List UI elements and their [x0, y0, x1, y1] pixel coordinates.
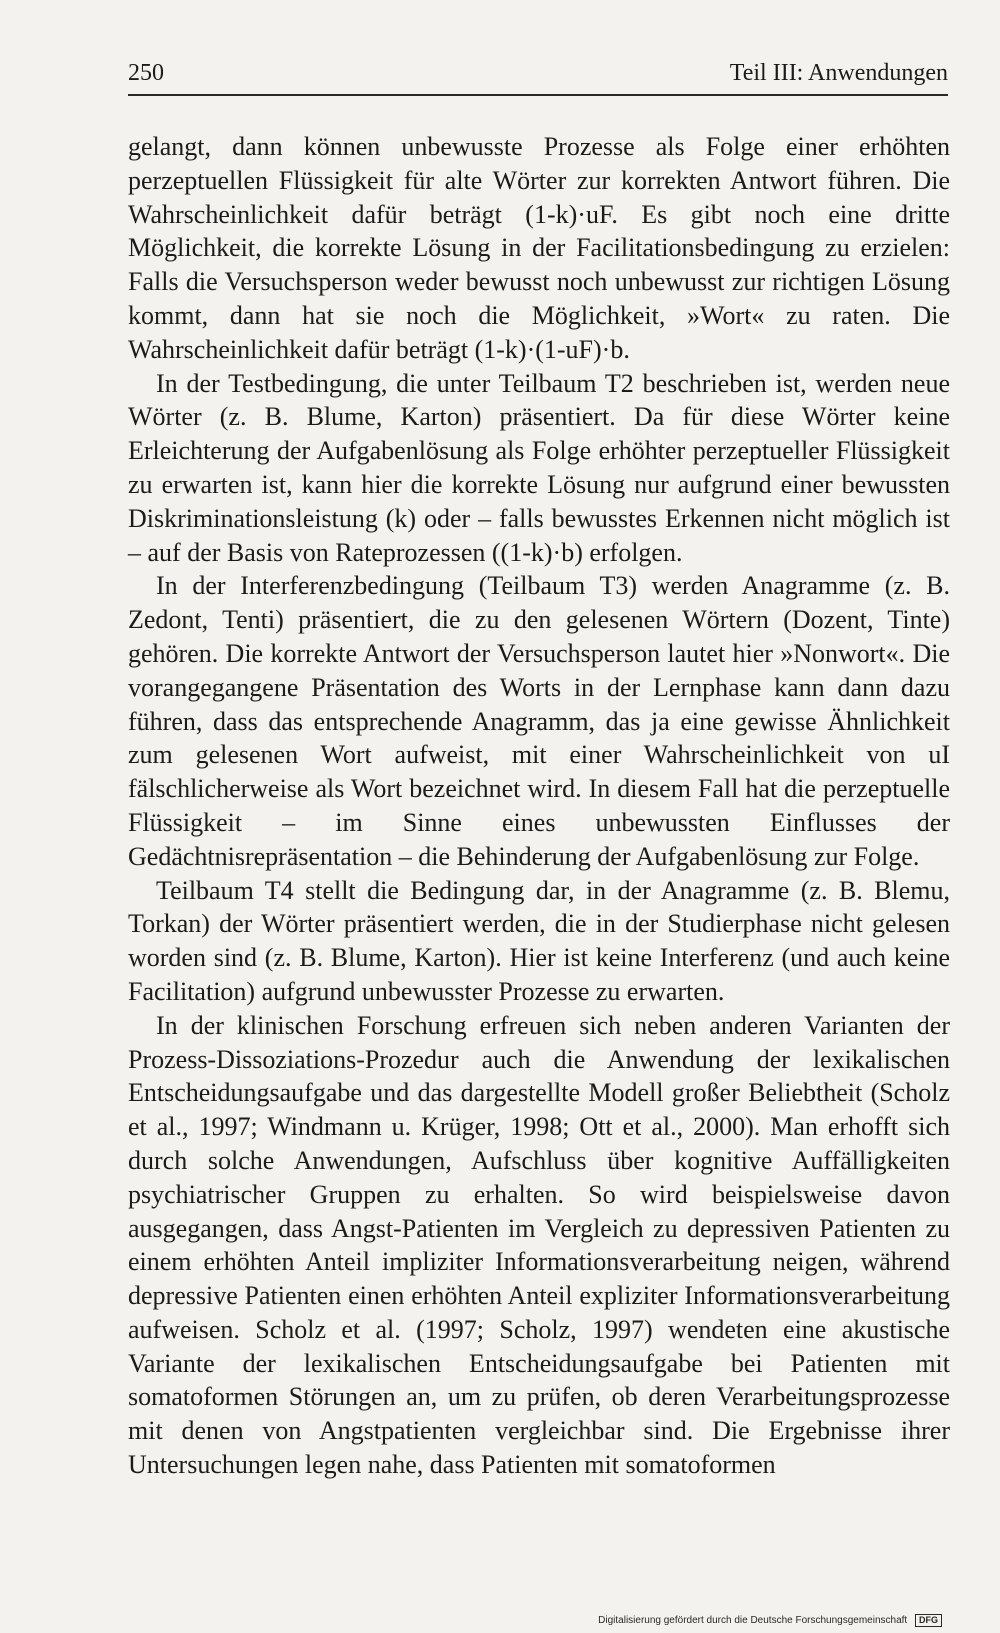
- running-header: [128, 60, 948, 92]
- body-text: [128, 130, 950, 1482]
- header-rule: [128, 94, 948, 96]
- paragraph: In der Testbedingung, die unter Teilbaum T2 beschrieben ist, werden neue Wörter (z. B. Blume, Karton) präsentiert. Da für diese Wörter keine Erleichterung der Aufgabenlösung als Folge erhöhter perzeptueller Flüssigkeit zu erwarten ist, kann hier die korrekte Lösung nur aufgrund einer bewussten Diskriminationsleistung (k) oder – falls bewusstes Erkennen nicht möglich ist – auf der Basis von Rateprozessen ((1-k)·b) erfolgen.: [128, 368, 950, 567]
- digitization-footer: [598, 1614, 942, 1627]
- chapter-title: Teil III: Anwendungen: [729, 60, 948, 86]
- paragraph: In der Interferenzbedingung (Teilbaum T3) werden Anagramme (z. B. Zedont, Tenti) präsentiert, die zu den gelesenen Wörtern (Dozent, Tinte) gehören. Die korrekte Antwort der Versuchsperson lautet hier »Nonwort«. Die vorangegangene Präsentation des Worts in der Lernphase kann dann dazu führen, dass das entsprechende Anagramm, das ja eine gewisse Ähnlichkeit zum gelesenen Wort aufweist, mit einer Wahrscheinlichkeit von uI fälschlicherweise als Wort bezeichnet wird. In diesem Fall hat die perzeptuelle Flüssigkeit – im Sinne eines unbewussten Einflusses der Gedächtnisrepräsentation – die Behinderung der Aufgabenlösung zur Folge.: [128, 571, 950, 871]
- page-number: 250: [128, 60, 164, 86]
- paragraph: gelangt, dann können unbewusste Prozesse als Folge einer erhöhten perzeptuellen Flüssigkeit für alte Wörter zur korrekten Antwort führen. Die Wahrscheinlichkeit dafür beträgt (1-k)·uF. Es gibt noch eine dritte Möglichkeit, die korrekte Lösung in der Facilitationsbedingung zu erzielen: Falls die Versuchsperson weder bewusst noch unbewusst zur richtigen Lösung kommt, dann hat sie noch die Möglichkeit, »Wort« zu raten. Die Wahrscheinlichkeit dafür beträgt (1-k)·(1-uF)·b.: [128, 132, 950, 364]
- paragraph: Teilbaum T4 stellt die Bedingung dar, in der Anagramme (z. B. Blemu, Torkan) der Wörter präsentiert werden, die in der Studierphase nicht gelesen worden sind (z. B. Blume, Karton). Hier ist keine Interferenz (und auch keine Facilitation) aufgrund unbewusster Prozesse zu erwarten.: [128, 875, 950, 1006]
- dfg-logo: DFG: [915, 1614, 942, 1627]
- footer-note-text: Digitalisierung gefördert durch die Deutsche Forschungsgemeinschaft: [598, 1615, 908, 1627]
- paragraph: In der klinischen Forschung erfreuen sich neben anderen Varianten der Prozess-Dissoziations-Prozedur auch die Anwendung der lexikalischen Entscheidungsaufgabe und das dargestellte Modell großer Beliebtheit (Scholz et al., 1997; Windmann u. Krüger, 1998; Ott et al., 2000). Man erhofft sich durch solche Anwendungen, Aufschluss über kognitive Auffälligkeiten psychiatrischer Gruppen zu erhalten. So wird beispielsweise davon ausgegangen, dass Angst-Patienten im Vergleich zu depressiven Patienten zu einem erhöhten Anteil impliziter Informationsverarbeitung neigen, während depressive Patienten einen erhöhten Anteil expliziter Informationsverarbeitung aufweisen. Scholz et al. (1997; Scholz, 1997) wendeten eine akustische Variante der lexikalischen Entscheidungsaufgabe bei Patienten mit somatoformen Störungen an, um zu prüfen, ob deren Verarbeitungsprozesse mit denen von Angstpatienten vergleichbar sind. Die Ergebnisse ihrer Untersuchungen legen nahe, dass Patienten mit somatoformen: [128, 1010, 950, 1480]
